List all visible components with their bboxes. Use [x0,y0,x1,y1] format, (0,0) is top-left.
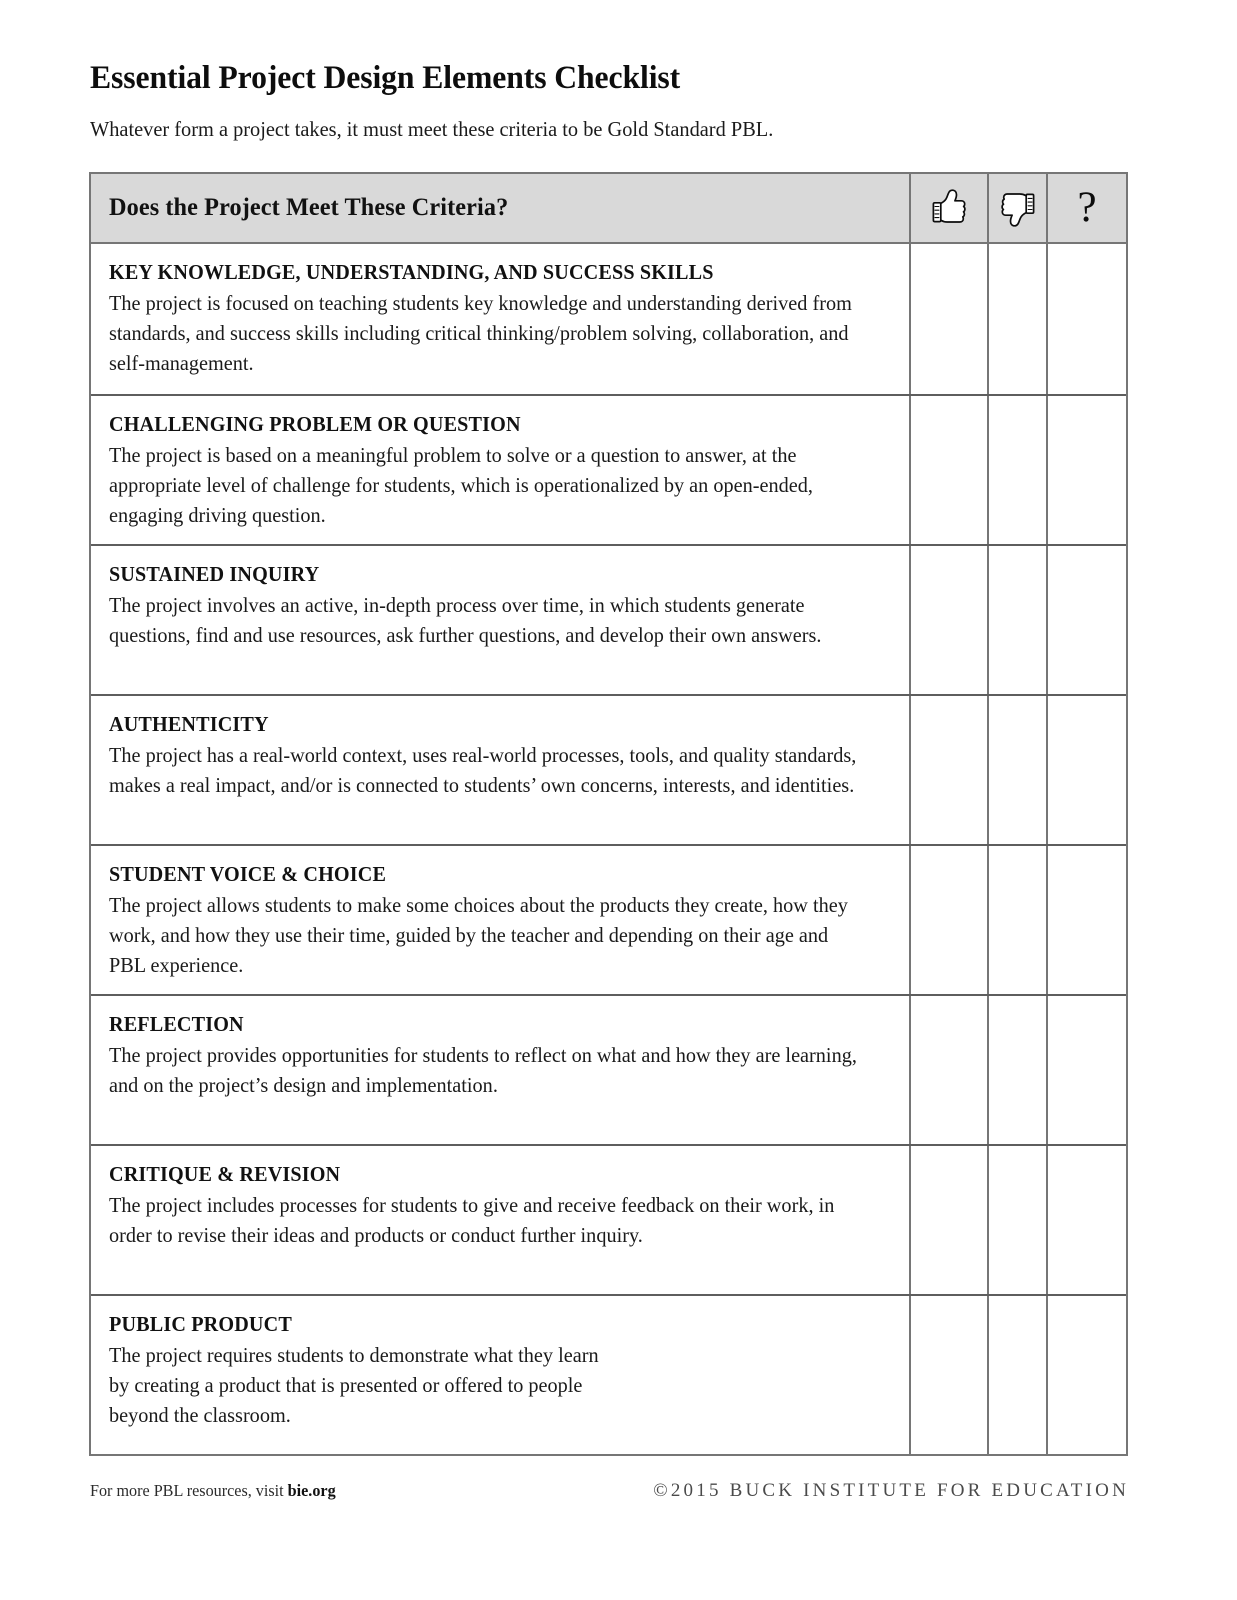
criteria-title: CHALLENGING PROBLEM OR QUESTION [109,412,521,436]
criteria-cell [91,846,909,994]
checkbox-cell-no[interactable] [987,846,1046,994]
criteria-cell [91,1146,909,1294]
table-header-yes-cell [909,174,987,242]
checkbox-cell-no[interactable] [987,1296,1046,1454]
criteria-body: The project includes processes for students to give and receive feedback on their work, in order to revise their ideas and products or conduct further inquiry. [109,1193,835,1247]
criteria-body: The project is based on a meaningful problem to solve or a question to answer, at the appropriate level of challenge for students, which is operationalized by an open-ended, engaging driving question. [109,443,813,527]
checkbox-cell-no[interactable] [987,996,1046,1144]
criteria-body: The project allows students to make some choices about the products they create, how they work, and how they use their time, guided by the teacher and depending on their age and PBL experience. [109,893,848,977]
checkbox-cell-no[interactable] [987,696,1046,844]
checkbox-cell-yes[interactable] [909,696,987,844]
criteria-body-line: The project requires students to demonstrate what they learn [109,1343,599,1367]
criteria-title: AUTHENTICITY [109,712,269,736]
criteria-body: The project has a real-world context, uses real-world processes, tools, and quality standards, makes a real impact, and/or is connected to students’ own concerns, interests, and identities. [109,743,857,797]
checkbox-cell-no[interactable] [987,546,1046,694]
checkbox-cell-maybe[interactable] [1046,696,1126,844]
criteria-body-line: beyond the classroom. [109,1403,291,1427]
criteria-cell [91,996,909,1144]
checkbox-cell-maybe[interactable] [1046,846,1126,994]
bie-org-link[interactable]: bie.org [287,1481,336,1500]
criteria-body-line: by creating a product that is presented or offered to people [109,1373,583,1397]
checkbox-cell-maybe[interactable] [1046,996,1126,1144]
table-row [91,846,1126,996]
criteria-body: The project involves an active, in-depth process over time, in which students generate questions, find and use resources, ask further questions, and develop their own answers. [109,593,822,647]
criteria-title: KEY KNOWLEDGE, UNDERSTANDING, AND SUCCESS SKILLS [109,260,714,284]
table-header-row [91,174,1126,244]
criteria-title: STUDENT VOICE & CHOICE [109,862,387,886]
table-header-no-cell [987,174,1046,242]
checkbox-cell-no[interactable] [987,1146,1046,1294]
document-header [90,58,1130,143]
table-header-criteria-label: Does the Project Meet These Criteria? [109,194,509,221]
criteria-cell [91,696,909,844]
checkbox-cell-no[interactable] [987,396,1046,544]
footer-resources-prefix: For more PBL resources, visit [90,1481,288,1500]
table-header-criteria-cell [91,174,909,242]
table-header-maybe-cell [1046,174,1126,242]
checkbox-cell-maybe[interactable] [1046,1296,1126,1454]
criteria-title: CRITIQUE & REVISION [109,1162,341,1186]
criteria-body: The project is focused on teaching students key knowledge and understanding derived from standards, and success skills including critical thinking/problem solving, collaboration, and self-management. [109,291,852,375]
table-row [91,546,1126,696]
criteria-title: REFLECTION [109,1012,244,1036]
checklist-table [89,172,1128,1456]
table-row [91,1296,1126,1454]
page-title: Essential Project Design Elements Checklist [90,60,681,96]
table-row [91,396,1126,546]
thumbs-down-icon [1001,188,1035,228]
checkbox-cell-yes[interactable] [909,846,987,994]
checkbox-cell-maybe[interactable] [1046,244,1126,394]
table-row [91,996,1126,1146]
checkbox-cell-maybe[interactable] [1046,546,1126,694]
checkbox-cell-yes[interactable] [909,1296,987,1454]
table-row [91,1146,1126,1296]
checkbox-cell-yes[interactable] [909,546,987,694]
checkbox-cell-maybe[interactable] [1046,1146,1126,1294]
document-footer [90,1480,1129,1502]
checkbox-cell-yes[interactable] [909,396,987,544]
table-row [91,696,1126,846]
checkbox-cell-yes[interactable] [909,244,987,394]
criteria-body [109,1340,864,1430]
criteria-cell [91,546,909,694]
checkbox-cell-maybe[interactable] [1046,396,1126,544]
criteria-body: The project provides opportunities for students to reflect on what and how they are learning, and on the project’s design and implementation. [109,1043,857,1097]
table-row [91,244,1126,396]
page-subtitle: Whatever form a project takes, it must meet these criteria to be Gold Standard PBL. [90,117,774,141]
question-mark-icon: ? [1077,183,1097,231]
criteria-cell [91,244,909,394]
thumbs-up-icon [932,188,966,228]
criteria-title: SUSTAINED INQUIRY [109,562,320,586]
checkbox-cell-yes[interactable] [909,996,987,1144]
footer-resources-note [90,1481,336,1501]
criteria-title: PUBLIC PRODUCT [109,1312,292,1336]
checkbox-cell-yes[interactable] [909,1146,987,1294]
footer-copyright: ©2015 BUCK INSTITUTE FOR EDUCATION [653,1480,1129,1501]
criteria-cell [91,396,909,544]
criteria-cell [91,1296,909,1454]
checkbox-cell-no[interactable] [987,244,1046,394]
